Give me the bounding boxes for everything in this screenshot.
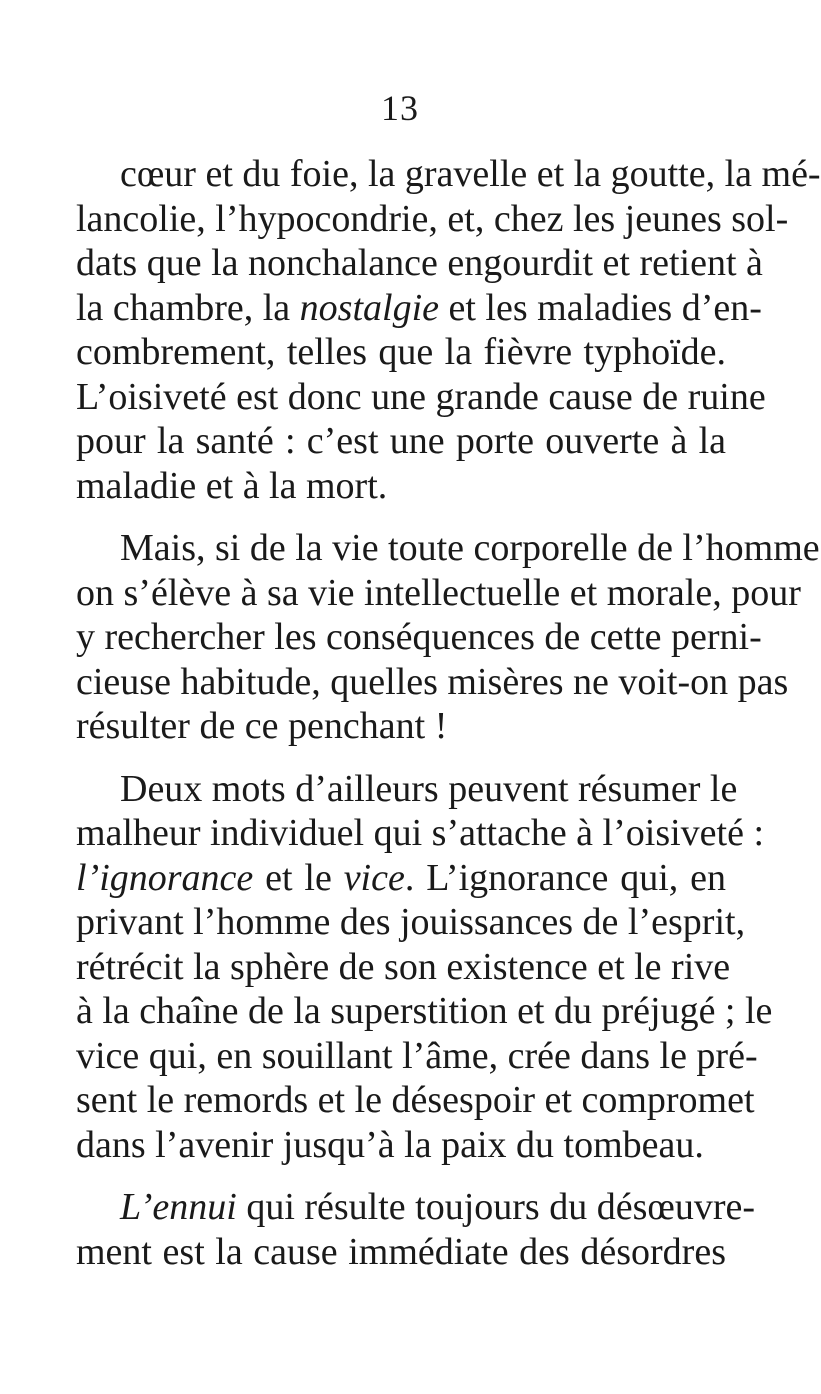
text-line: l’ignorance et le vice. L’ignorance qui, en	[76, 856, 726, 899]
text-line: privant l’homme des jouissances de l’esprit,	[76, 901, 746, 943]
text-line: Mais, si de la vie toute corporelle de l’homme	[120, 527, 820, 569]
paragraph-gap	[76, 508, 726, 526]
text-line: dans l’avenir jusqu’à la paix du tombeau.	[76, 1123, 704, 1166]
text-line: sent le remords et le désespoir et compromet	[76, 1079, 755, 1121]
text-line: malheur individuel qui s’attache à l’oisiveté :	[76, 812, 765, 854]
body-text	[76, 152, 821, 1274]
paragraph-gap	[76, 749, 726, 767]
text-line: la chambre, la nostalgie et les maladies d’en-	[76, 286, 762, 329]
text-line: dats que la nonchalance engourdit et retient à	[76, 242, 763, 284]
text-line: ment est la cause immédiate des désordres	[76, 1230, 726, 1273]
paragraph-gap	[76, 1167, 726, 1185]
text-line: y rechercher les conséquences de cette perni-	[76, 616, 762, 658]
page-number: 13	[381, 88, 419, 128]
text-line: résulter de ce penchant !	[76, 705, 448, 747]
text-line: à la chaîne de la superstition et du préjugé ; le	[76, 990, 773, 1032]
text-line: L’ennui qui résulte toujours du désœuvre-	[120, 1186, 755, 1228]
text-line: cœur et du foie, la gravelle et la goutte, la mé-	[120, 153, 821, 195]
text-line: combrement, telles que la fièvre typhoïde.	[76, 331, 726, 373]
text-line: L’oisiveté est donc une grande cause de ruine	[76, 375, 766, 418]
text-line: cieuse habitude, quelles misères ne voit-on pas	[76, 660, 789, 703]
paragraph	[76, 152, 821, 508]
paragraph	[76, 526, 820, 749]
text-line: rétrécit la sphère de son existence et le rive	[76, 945, 731, 988]
text-line: on s’élève à sa vie intellectuelle et morale, pour	[76, 571, 801, 614]
text-line: lancolie, l’hypocondrie, et, chez les jeunes sol-	[76, 197, 789, 240]
paragraph	[76, 1185, 755, 1274]
text-line: pour la santé : c’est une porte ouverte à la	[76, 420, 726, 462]
paragraph	[76, 767, 773, 1168]
text-line: vice qui, en souillant l’âme, crée dans le pré-	[76, 1034, 758, 1077]
text-line: maladie et à la mort.	[76, 464, 388, 507]
text-line: Deux mots d’ailleurs peuvent résumer le	[120, 767, 738, 810]
